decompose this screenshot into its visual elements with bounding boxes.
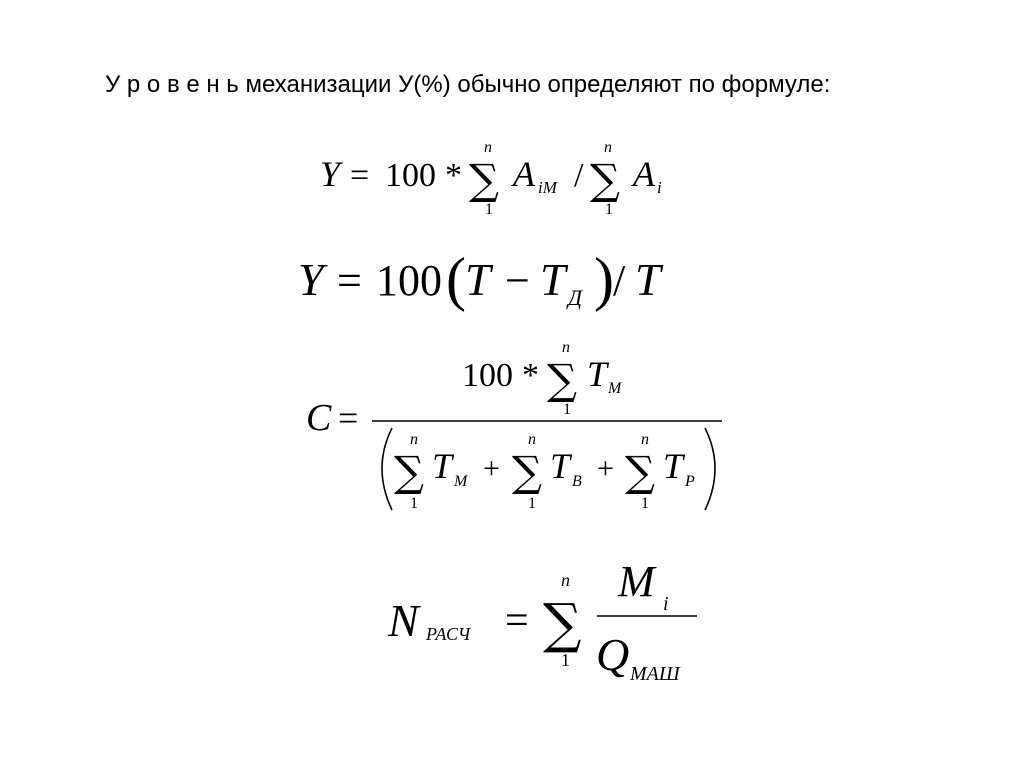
f3-den-sum3-lower: 1 xyxy=(641,495,649,512)
f2-t1: T xyxy=(465,254,491,305)
f3-den-plus2: + xyxy=(597,452,614,485)
f4-num-sub: i xyxy=(663,593,669,615)
formula-level-by-value xyxy=(320,139,662,218)
f3-den-sum2-upper: n xyxy=(528,431,536,448)
f3-den-t1-sub: М xyxy=(454,473,468,490)
f4-den: Q xyxy=(596,629,630,680)
f3-den-lparen xyxy=(382,428,392,510)
intro-text: У р о в е н ь механизации У(%) обычно определяют по формуле: xyxy=(105,71,831,98)
f1-term2-sub: i xyxy=(657,178,662,197)
f4-lhs: N xyxy=(388,595,419,646)
f2-t3: T xyxy=(635,254,661,305)
formula-level-by-time xyxy=(298,246,664,312)
f3-num-term-sub: М xyxy=(608,380,622,397)
f3-num-times: * xyxy=(522,357,539,394)
f3-den-t1: T xyxy=(432,446,453,486)
f2-eq: = xyxy=(337,256,362,305)
f1-sum2-symbol: ∑ xyxy=(590,155,620,204)
f1-term2: A xyxy=(633,154,655,194)
f3-den-sum1-upper: n xyxy=(410,431,418,448)
f1-sum2-upper: n xyxy=(604,139,612,156)
f3-num-coef: 100 xyxy=(462,357,513,394)
f4-den-sub: МАШ xyxy=(630,663,680,685)
f3-den-sum2-symbol: ∑ xyxy=(512,447,542,496)
f3-den-sum3-upper: n xyxy=(641,431,649,448)
f3-den-sum1-lower: 1 xyxy=(410,495,418,512)
formula-required-machines xyxy=(387,557,697,685)
formula-mechanization-coefficient xyxy=(306,339,722,512)
f3-num-sum-lower: 1 xyxy=(563,401,571,418)
f3-den-t3: T xyxy=(663,446,684,486)
f3-lhs: C xyxy=(306,397,332,439)
f3-den-sum3-symbol: ∑ xyxy=(625,447,655,496)
f1-term1-sub: iM xyxy=(538,178,557,197)
f3-eq: = xyxy=(338,398,359,438)
f3-num-term: T xyxy=(587,354,608,394)
f2-rparen: ) xyxy=(594,246,614,312)
f2-lparen: ( xyxy=(446,246,466,312)
f1-eq: = xyxy=(350,157,370,194)
f4-lhs-sub: РАСЧ xyxy=(426,624,471,644)
f3-den-t2-sub: В xyxy=(572,473,582,490)
f4-num: M xyxy=(618,557,655,606)
f1-coef: 100 xyxy=(385,157,436,194)
f3-den-t2: T xyxy=(550,446,571,486)
f3-den-sum1-symbol: ∑ xyxy=(394,447,424,496)
f1-term1: A xyxy=(513,154,535,194)
f2-lhs: Y xyxy=(298,254,324,305)
f3-den-plus1: + xyxy=(483,452,500,485)
f3-num-sum-upper: n xyxy=(562,339,570,356)
f1-sum1-symbol: ∑ xyxy=(469,155,499,204)
f2-minus: − xyxy=(505,256,530,305)
f4-sum-lower: 1 xyxy=(561,650,570,670)
f1-times: * xyxy=(445,157,462,194)
f4-sum-symbol: ∑ xyxy=(543,592,582,655)
f4-eq: = xyxy=(505,598,529,644)
f2-coef: 100 xyxy=(376,256,442,305)
f1-div: / xyxy=(574,157,584,194)
f4-sum-upper: n xyxy=(561,570,570,590)
f3-den-sum2-lower: 1 xyxy=(528,495,536,512)
f3-den-rparen xyxy=(705,428,715,510)
f3-num-sum-symbol: ∑ xyxy=(547,355,577,404)
f1-sum1-upper: n xyxy=(484,139,492,156)
f1-sum2-lower: 1 xyxy=(605,201,613,218)
f1-lhs: Y xyxy=(320,154,341,194)
f2-t2-sub: Д xyxy=(568,285,582,310)
f3-den-t3-sub: Р xyxy=(685,473,695,490)
f1-sum1-lower: 1 xyxy=(485,201,493,218)
f2-div: / xyxy=(613,256,626,305)
f2-t2: T xyxy=(540,254,566,305)
